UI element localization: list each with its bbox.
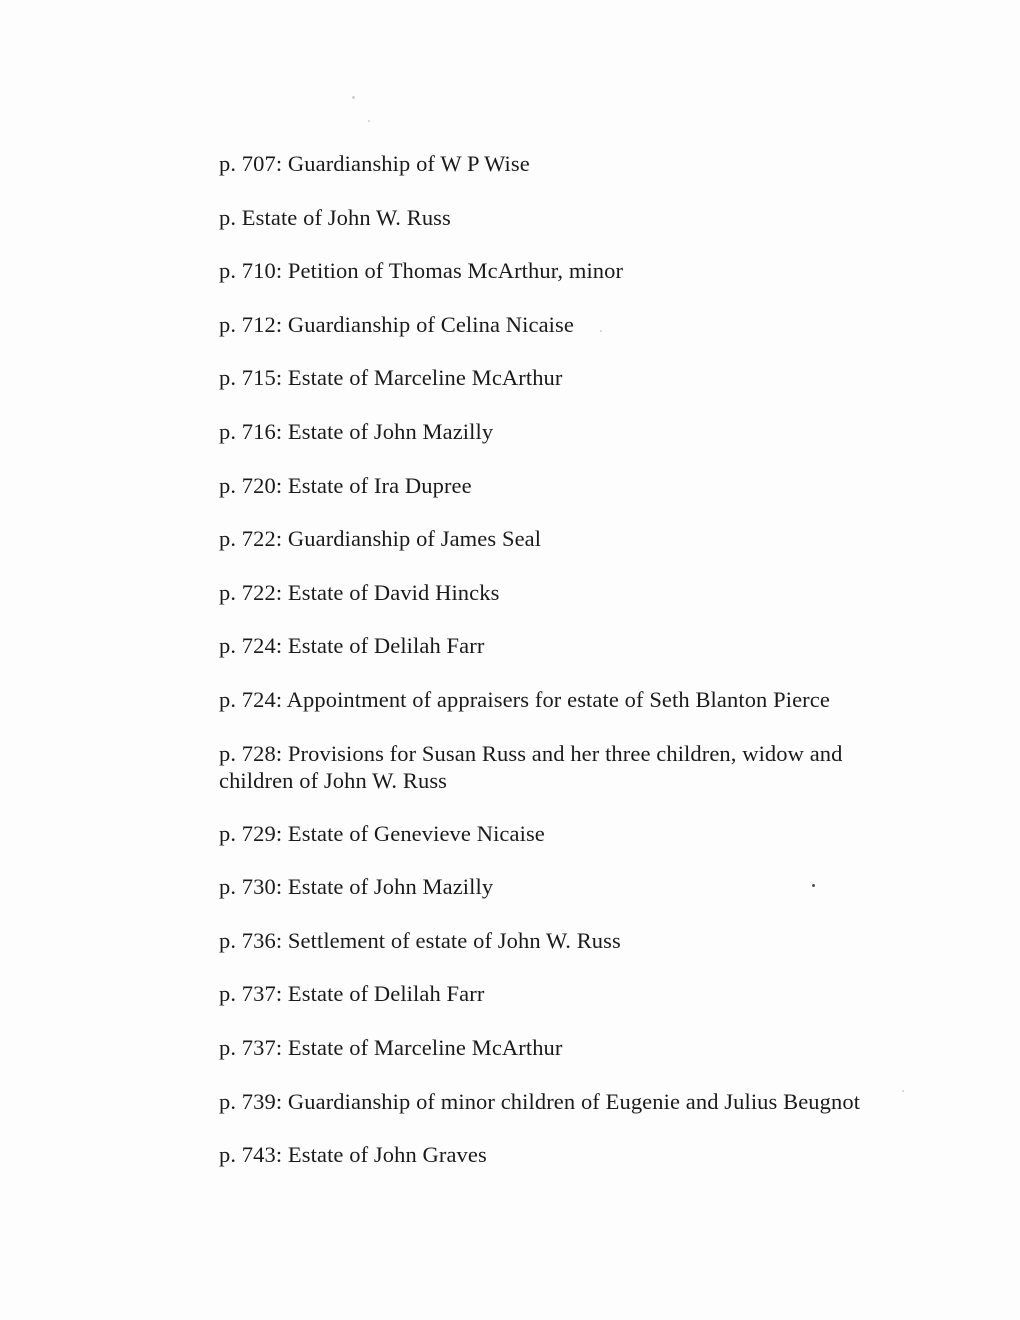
list-item: p. 737: Estate of Delilah Farr bbox=[219, 981, 485, 1007]
list-item: p. 724: Estate of Delilah Farr bbox=[219, 633, 485, 659]
list-item: p. 722: Guardianship of James Seal bbox=[219, 526, 542, 552]
list-item: p. 712: Guardianship of Celina Nicaise bbox=[219, 311, 574, 337]
list-item: p. 737: Estate of Marceline McArthur bbox=[219, 1034, 563, 1060]
list-item: p. Estate of John W. Russ bbox=[219, 204, 451, 230]
list-item: p. 707: Guardianship of W P Wise bbox=[219, 151, 530, 176]
scan-speck bbox=[352, 96, 355, 99]
list-item: p. 736: Settlement of estate of John W. Russ bbox=[219, 927, 621, 953]
list-item: p. 722: Estate of David Hincks bbox=[219, 579, 500, 605]
list-item: p. 743: Estate of John Graves bbox=[219, 1142, 487, 1168]
list-item: p. 728: Provisions for Susan Russ and her three children, widow and children of John W. Russ bbox=[219, 740, 843, 793]
list-item: p. 729: Estate of Genevieve Nicaise bbox=[219, 820, 545, 846]
list-item: p. 739: Guardianship of minor children of Eugenie and Julius Beugnot bbox=[219, 1088, 861, 1114]
list-item: p. 724: Appointment of appraisers for estate of Seth Blanton Pierce bbox=[219, 686, 830, 712]
list-item: p. 710: Petition of Thomas McArthur, minor bbox=[219, 258, 624, 284]
list-item: p. 715: Estate of Marceline McArthur bbox=[219, 365, 563, 391]
scan-speck bbox=[368, 120, 370, 122]
entry-list bbox=[219, 150, 879, 1195]
scan-speck bbox=[902, 1090, 904, 1092]
list-item: p. 720: Estate of Ira Dupree bbox=[219, 472, 472, 498]
list-item: p. 716: Estate of John Mazilly bbox=[219, 418, 494, 444]
list-item: p. 730: Estate of John Mazilly bbox=[219, 874, 494, 900]
